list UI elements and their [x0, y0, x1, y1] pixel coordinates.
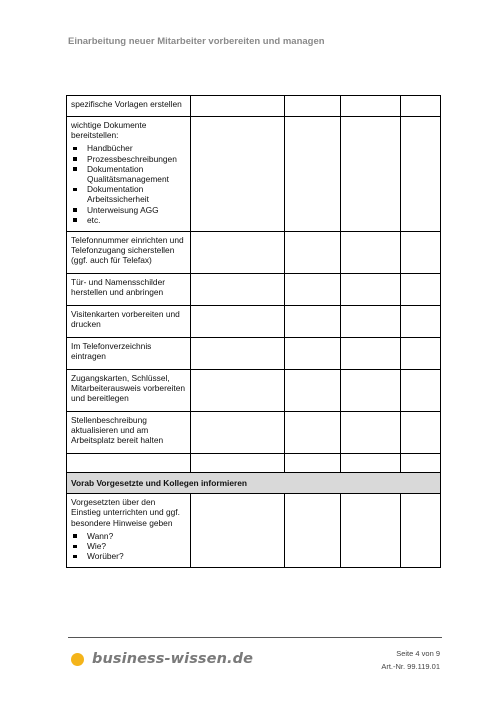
task-text: Telefonnummer einrichten und Telefonzugang sicherstellen (ggf. auch für Telefax)	[71, 235, 184, 266]
task-text: Stellenbeschreibung aktualisieren und am Arbeitsplatz bereit halten	[71, 415, 164, 446]
logo-text: business-wissen.de	[92, 651, 254, 667]
task-cell	[67, 117, 191, 232]
empty-cell	[401, 96, 441, 117]
table-row	[67, 454, 441, 473]
table-row	[67, 274, 441, 306]
empty-cell	[191, 117, 285, 232]
empty-cell	[191, 370, 285, 412]
empty-cell	[285, 494, 341, 568]
empty-cell	[341, 494, 401, 568]
task-text: wichtige Dokumente bereitstellen:	[71, 120, 147, 141]
empty-cell	[341, 306, 401, 338]
empty-cell	[285, 370, 341, 412]
empty-cell	[341, 454, 401, 473]
task-cell	[67, 306, 191, 338]
section-title: Vorab Vorgesetzte und Kollegen informieren	[67, 473, 441, 494]
bullet-item: Handbücher	[71, 143, 186, 153]
empty-cell	[285, 306, 341, 338]
bullet-item: etc.	[71, 215, 186, 225]
task-cell	[67, 454, 191, 473]
business-wissen-logo	[71, 651, 253, 667]
empty-cell	[285, 232, 341, 274]
empty-cell	[285, 412, 341, 454]
empty-cell	[341, 370, 401, 412]
empty-cell	[191, 412, 285, 454]
task-cell	[67, 338, 191, 370]
task-text: Visitenkarten vorbereiten und drucken	[71, 309, 180, 330]
task-text: Vorgesetzten über den Einstieg unterrichten und ggf. besondere Hinweise geben	[71, 497, 180, 528]
task-text: Im Telefonverzeichnis eintragen	[71, 341, 152, 362]
empty-cell	[191, 454, 285, 473]
empty-cell	[401, 274, 441, 306]
task-cell	[67, 412, 191, 454]
empty-cell	[341, 96, 401, 117]
empty-cell	[401, 370, 441, 412]
empty-cell	[341, 232, 401, 274]
bullet-item: Wann?	[71, 531, 186, 541]
checklist-table	[66, 95, 441, 568]
empty-cell	[401, 494, 441, 568]
bullet-item: Dokumentation Qualitätsmanagement	[71, 164, 186, 184]
task-cell	[67, 370, 191, 412]
empty-cell	[401, 306, 441, 338]
table-row	[67, 306, 441, 338]
task-text: spezifische Vorlagen erstellen	[71, 99, 182, 109]
empty-cell	[191, 274, 285, 306]
empty-cell	[341, 412, 401, 454]
bullet-item: Prozessbeschreibungen	[71, 154, 186, 164]
bullet-item: Wie?	[71, 541, 186, 551]
empty-cell	[341, 338, 401, 370]
page-number: Seite 4 von 9	[396, 649, 440, 658]
section-row	[67, 473, 441, 494]
task-cell	[67, 494, 191, 568]
empty-cell	[191, 494, 285, 568]
table-row	[67, 494, 441, 568]
article-number: Art.-Nr. 99.119.01	[381, 662, 440, 671]
empty-cell	[191, 338, 285, 370]
empty-cell	[285, 117, 341, 232]
logo-dot-icon	[71, 653, 84, 666]
empty-cell	[285, 338, 341, 370]
empty-cell	[341, 274, 401, 306]
empty-cell	[341, 117, 401, 232]
empty-cell	[191, 96, 285, 117]
bullet-item: Unterweisung AGG	[71, 205, 186, 215]
empty-cell	[401, 232, 441, 274]
empty-cell	[401, 117, 441, 232]
task-cell	[67, 96, 191, 117]
table-row	[67, 370, 441, 412]
empty-cell	[285, 96, 341, 117]
task-cell	[67, 274, 191, 306]
page-header-title: Einarbeitung neuer Mitarbeiter vorbereiten und managen	[68, 36, 325, 47]
empty-cell	[191, 232, 285, 274]
table-row	[67, 338, 441, 370]
table-row	[67, 96, 441, 117]
bullet-list	[71, 143, 186, 225]
empty-cell	[401, 454, 441, 473]
task-text: Zugangskarten, Schlüssel, Mitarbeiterausweis vorbereiten und bereitlegen	[71, 373, 186, 404]
empty-cell	[191, 306, 285, 338]
bullet-list	[71, 531, 186, 562]
empty-cell	[285, 274, 341, 306]
table-row	[67, 232, 441, 274]
bullet-item: Worüber?	[71, 551, 186, 561]
table-row	[67, 117, 441, 232]
empty-cell	[285, 454, 341, 473]
footer-divider	[68, 637, 442, 638]
empty-cell	[401, 412, 441, 454]
table-row	[67, 412, 441, 454]
empty-cell	[401, 338, 441, 370]
bullet-item: Dokumentation Arbeitssicherheit	[71, 184, 186, 204]
task-cell	[67, 232, 191, 274]
task-text: Tür- und Namensschilder herstellen und anbringen	[71, 277, 166, 298]
